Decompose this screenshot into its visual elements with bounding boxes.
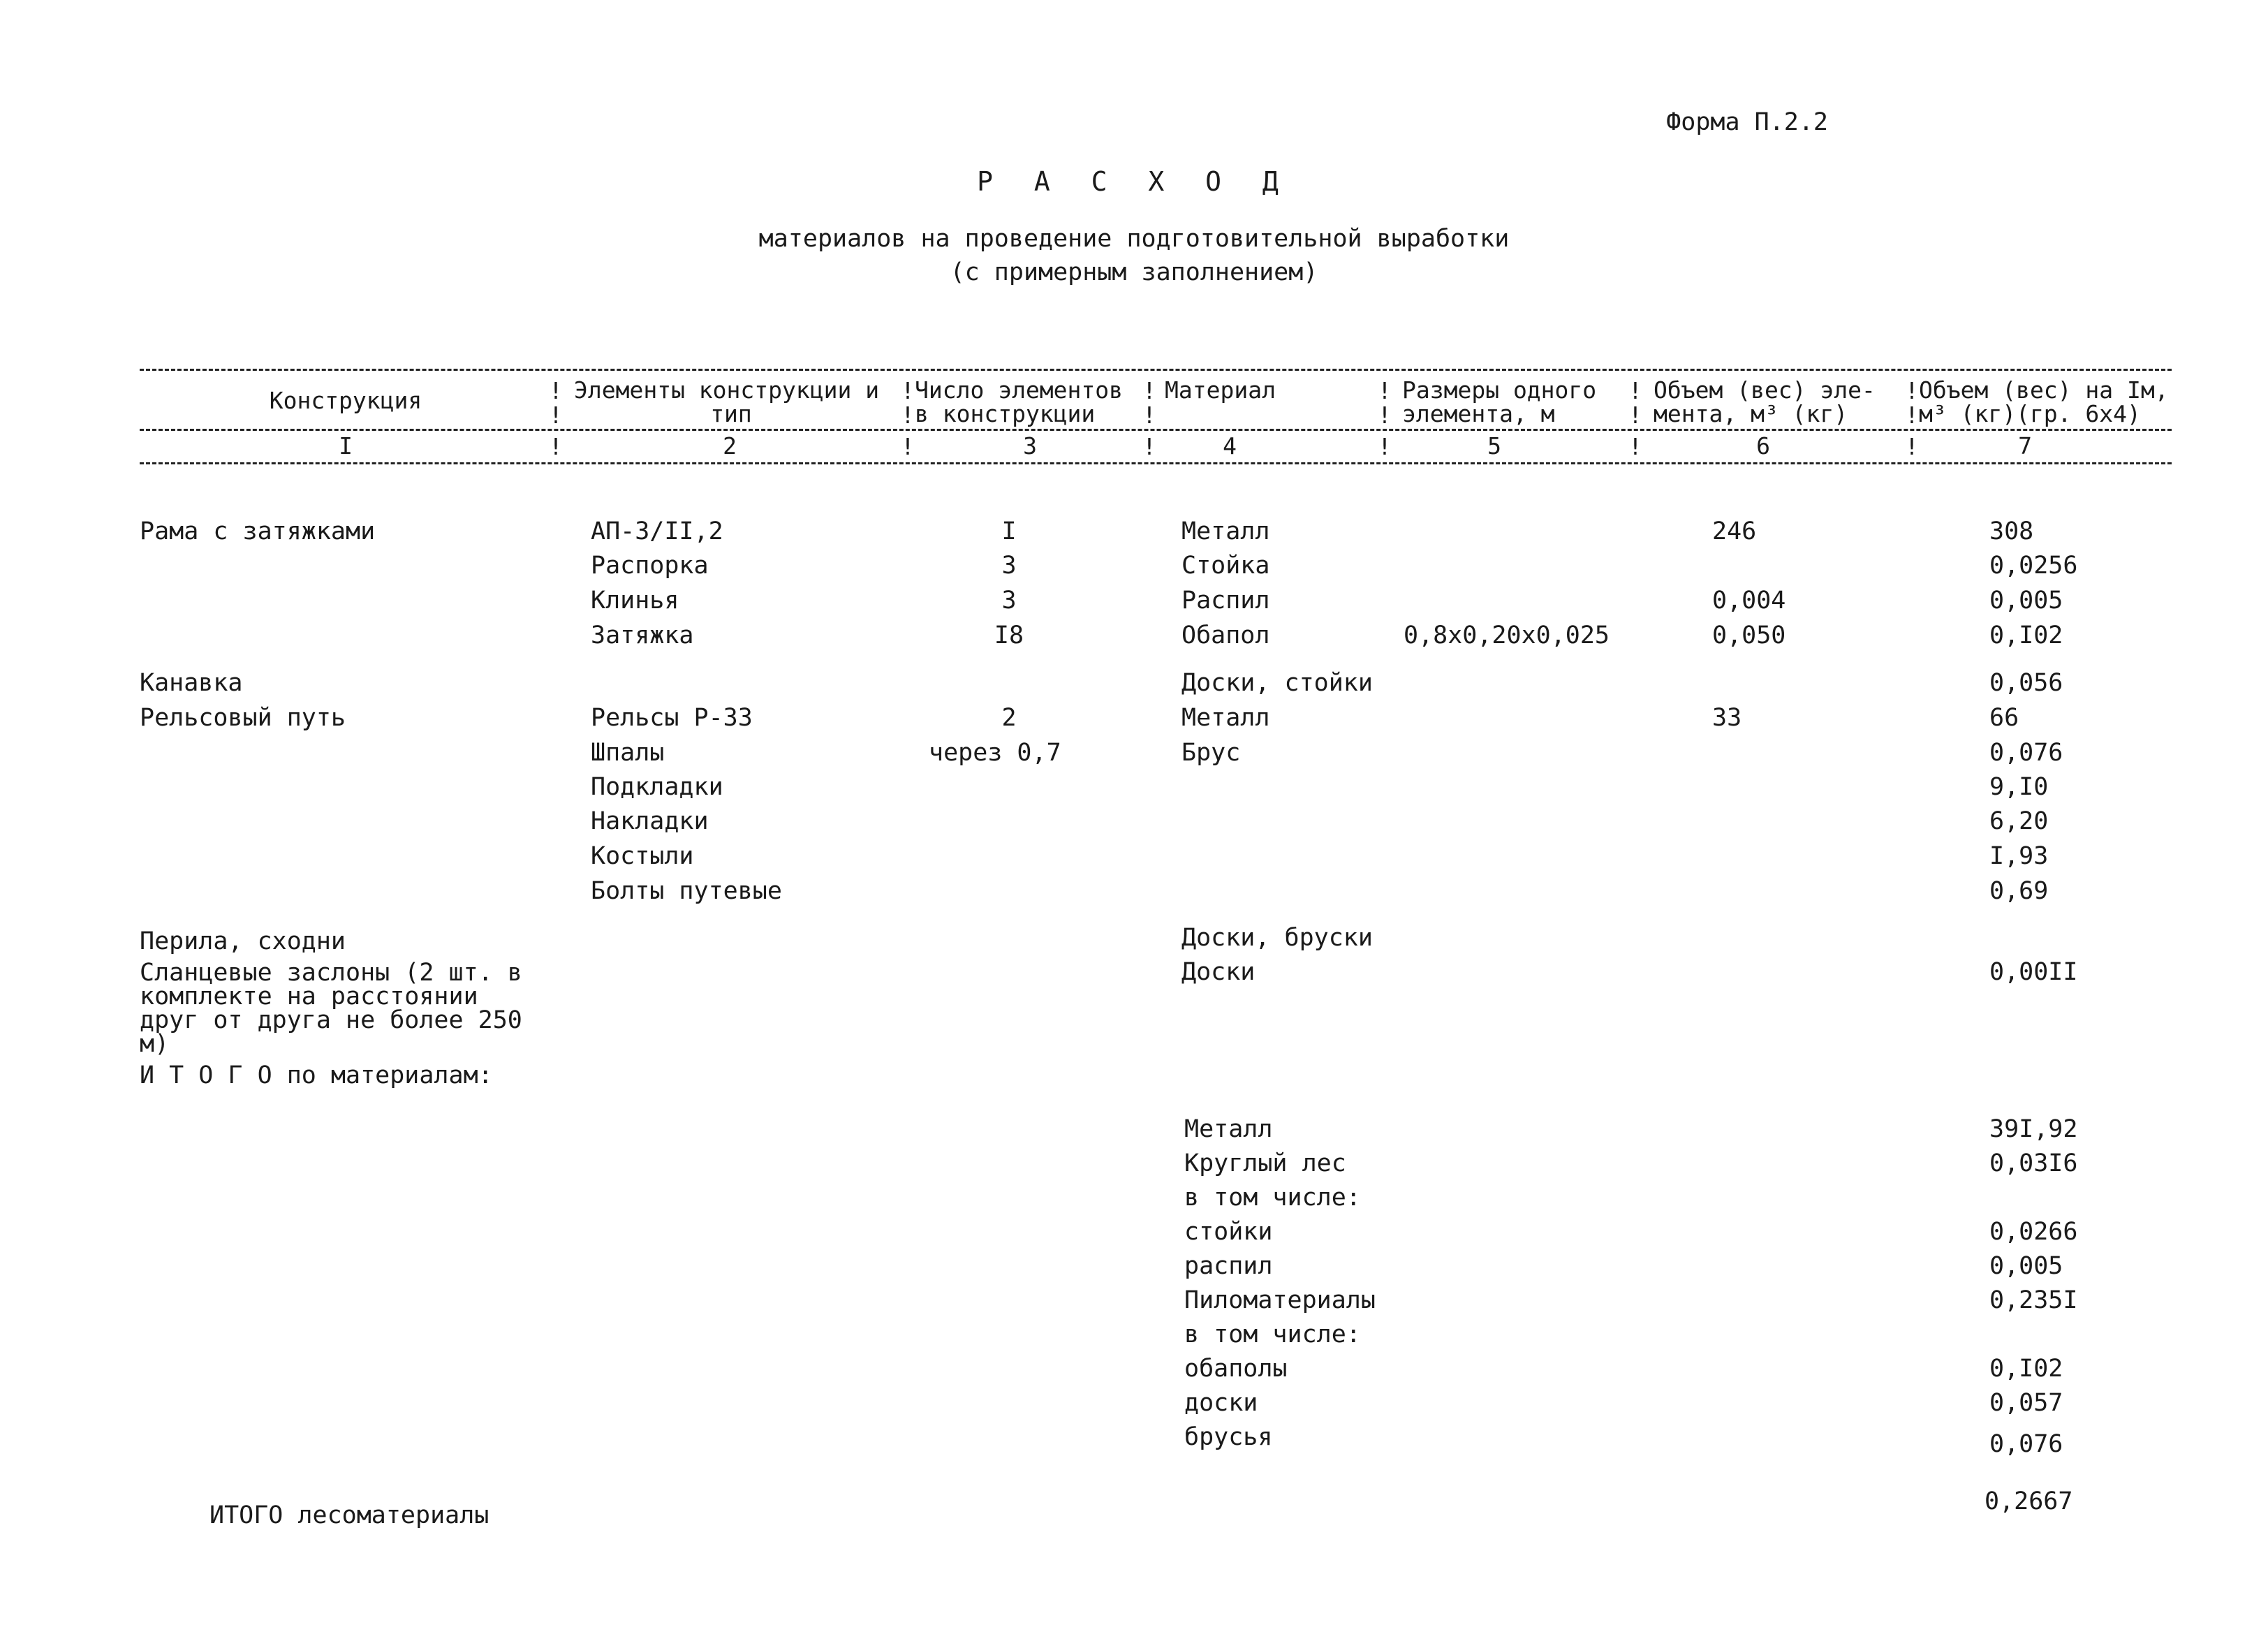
count-cell: 2 — [1001, 704, 1017, 732]
table-header-rule — [140, 429, 2172, 431]
total-cell: 66 — [1989, 704, 2019, 732]
construction-cell: Рельсовый путь — [140, 704, 346, 732]
totals-material: доски — [1184, 1389, 1258, 1417]
header-separator: ! — [1142, 377, 1156, 404]
material-cell: Доски, стойки — [1181, 669, 1373, 697]
weight-cell: 0,004 — [1712, 587, 1786, 615]
material-cell: Распил — [1181, 587, 1270, 615]
header-separator: ! — [1142, 402, 1156, 429]
header-separator: ! — [549, 433, 563, 460]
column-number: 5 — [1487, 432, 1501, 459]
weight-cell: 0,050 — [1712, 622, 1786, 649]
total-cell: 9,I0 — [1989, 773, 2049, 801]
header-separator: ! — [1142, 433, 1156, 460]
header-separator: ! — [1628, 402, 1642, 429]
column-number: 7 — [2018, 432, 2032, 459]
totals-value: 39I,92 — [1989, 1115, 2078, 1143]
header-weight-line2: мента, м³ (кг) — [1654, 400, 1848, 427]
element-cell: АП-3/II,2 — [591, 517, 723, 545]
totals-value: 0,I02 — [1989, 1355, 2063, 1383]
totals-value: 0,076 — [1989, 1430, 2063, 1458]
total-cell: 0,I02 — [1989, 622, 2063, 649]
totals-material: Круглый лес — [1184, 1149, 1346, 1177]
element-cell: Распорка — [591, 552, 709, 580]
header-total-line2: м³ (кг)(гр. 6х4) — [1919, 400, 2141, 427]
header-separator: ! — [1378, 377, 1392, 404]
header-separator: ! — [1628, 433, 1642, 460]
element-cell: Болты путевые — [591, 877, 782, 905]
header-separator: ! — [1905, 402, 1919, 429]
totals-material: стойки — [1184, 1218, 1273, 1246]
material-cell: Доски — [1181, 958, 1256, 986]
material-cell: Брус — [1181, 739, 1241, 767]
header-separator: ! — [1905, 433, 1919, 460]
totals-value: 0,005 — [1989, 1252, 2063, 1280]
itogo-les-label: ИТОГО лесоматериалы — [209, 1501, 489, 1529]
totals-material: Металл — [1184, 1115, 1273, 1143]
totals-material: брусья — [1184, 1423, 1273, 1451]
document-title: Р А С Х О Д — [977, 166, 1291, 197]
column-number: 6 — [1756, 432, 1770, 459]
header-separator: ! — [1378, 402, 1392, 429]
element-cell: Подкладки — [591, 773, 723, 801]
material-cell: Металл — [1181, 704, 1270, 732]
totals-value: 0,0266 — [1989, 1218, 2078, 1246]
header-total-line1: Объем (вес) на Iм, — [1919, 376, 2169, 404]
header-separator: ! — [1905, 377, 1919, 404]
total-cell: 0,0256 — [1989, 552, 2078, 580]
count-cell: 3 — [1001, 587, 1017, 615]
form-label: Форма П.2.2 — [1666, 108, 1828, 136]
count-cell: I8 — [994, 622, 1024, 649]
header-weight-line1: Объем (вес) эле- — [1654, 376, 1876, 404]
element-cell: Костыли — [591, 842, 694, 870]
element-cell: Рельсы Р-33 — [591, 704, 753, 732]
count-cell: через 0,7 — [929, 739, 1061, 767]
totals-material: распил — [1184, 1252, 1273, 1280]
weight-cell: 33 — [1712, 704, 1742, 732]
header-separator: ! — [901, 433, 915, 460]
element-cell: Шпалы — [591, 739, 665, 767]
total-cell: I,93 — [1989, 842, 2049, 870]
material-cell: Стойка — [1181, 552, 1270, 580]
column-number: I — [339, 432, 353, 459]
header-separator: ! — [1628, 377, 1642, 404]
total-cell: 0,005 — [1989, 587, 2063, 615]
totals-value: 0,03I6 — [1989, 1149, 2078, 1177]
header-construction: Конструкция — [269, 387, 422, 414]
column-number: 2 — [723, 432, 737, 459]
header-size-line1: Размеры одного — [1402, 376, 1597, 404]
construction-cell: Рама с затяжками — [140, 517, 376, 545]
column-number: 3 — [1023, 432, 1037, 459]
header-elements-line2: тип — [710, 400, 752, 427]
header-separator: ! — [549, 377, 563, 404]
totals-material: Пиломатериалы — [1184, 1286, 1376, 1314]
construction-cell: Перила, сходни — [140, 927, 346, 955]
total-cell: 0,00II — [1989, 958, 2078, 986]
size-cell: 0,8х0,20х0,025 — [1404, 622, 1610, 649]
count-cell: I — [1001, 517, 1017, 545]
header-count-line1: Число элементов — [915, 376, 1124, 404]
header-separator: ! — [1378, 433, 1392, 460]
weight-cell: 246 — [1712, 517, 1757, 545]
document-subtitle-note: (с примерным заполнением) — [950, 258, 1318, 286]
total-cell: 0,056 — [1989, 669, 2063, 697]
header-separator: ! — [549, 402, 563, 429]
header-separator: ! — [901, 377, 915, 404]
header-count-line2: в конструкции — [915, 400, 1096, 427]
itogo-label: И Т О Г О по материалам: — [140, 1061, 493, 1089]
total-cell: 6,20 — [1989, 807, 2049, 835]
material-cell: Металл — [1181, 517, 1270, 545]
itogo-les-value: 0,2667 — [1984, 1487, 2073, 1515]
totals-material: обаполы — [1184, 1355, 1288, 1383]
header-elements-line1: Элементы конструкции и — [574, 376, 880, 404]
totals-value: 0,057 — [1989, 1389, 2063, 1417]
count-cell: 3 — [1001, 552, 1017, 580]
material-cell: Обапол — [1181, 622, 1270, 649]
material-cell: Доски, бруски — [1181, 924, 1373, 952]
document-subtitle: материалов на проведение подготовительной выработки — [758, 225, 1510, 253]
element-cell: Затяжка — [591, 622, 694, 649]
header-material: Материал — [1165, 376, 1276, 404]
total-cell: 0,69 — [1989, 877, 2049, 905]
totals-value: 0,235I — [1989, 1286, 2078, 1314]
table-top-rule — [140, 369, 2172, 371]
element-cell: Накладки — [591, 807, 709, 835]
total-cell: 308 — [1989, 517, 2034, 545]
element-cell: Клинья — [591, 587, 679, 615]
totals-material: в том числе: — [1184, 1184, 1361, 1212]
total-cell: 0,076 — [1989, 739, 2063, 767]
totals-material: в том числе: — [1184, 1321, 1361, 1348]
table-numbers-rule — [140, 462, 2172, 464]
column-number: 4 — [1223, 432, 1237, 459]
header-size-line2: элемента, м — [1402, 400, 1555, 427]
construction-cell: Канавка — [140, 669, 243, 697]
header-separator: ! — [901, 402, 915, 429]
construction-cell: Сланцевые заслоны (2 шт. в комплекте на расстоянии друг от друга не более 250 м) — [140, 959, 522, 1058]
